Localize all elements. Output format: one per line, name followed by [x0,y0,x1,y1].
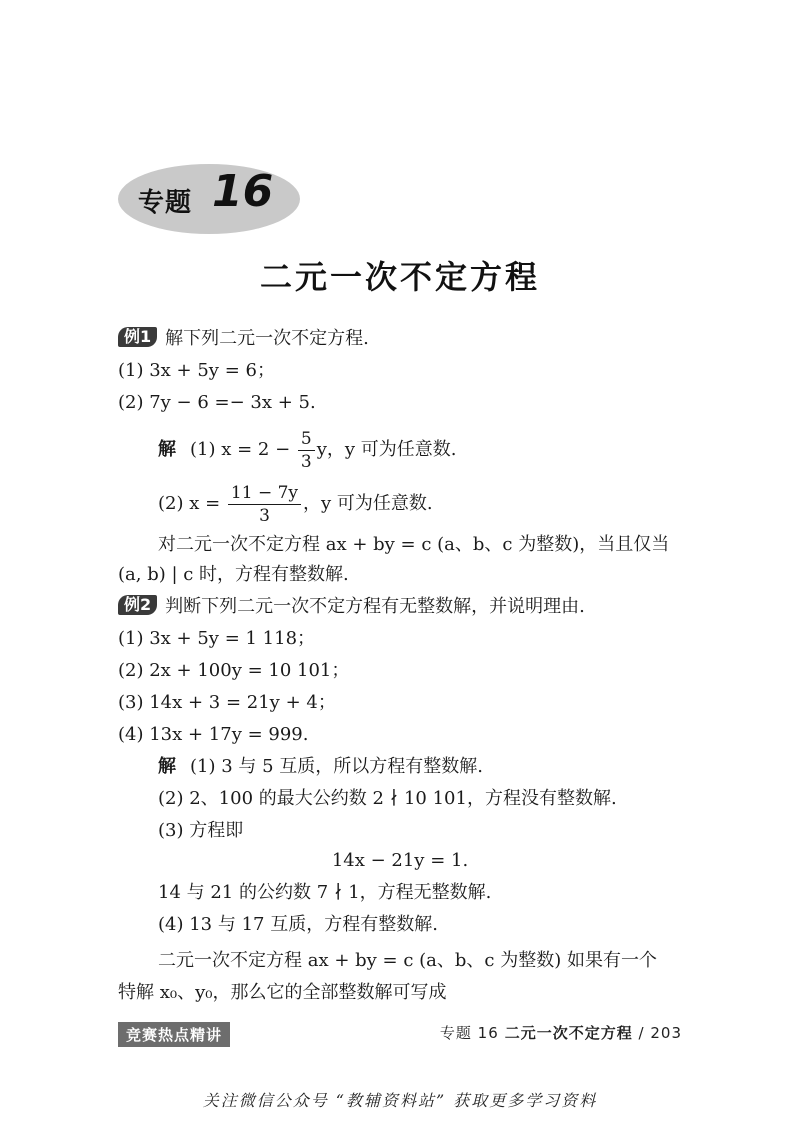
sol1-numerator: 5 [298,428,315,451]
solution-label-2: 解 [158,756,176,777]
sol2-numerator: 11 − 7y [228,482,301,505]
example1-item-1: (1) 3x + 5y = 6； [118,360,275,381]
example1-solution-1 [158,426,457,474]
footer-running-head [440,1022,682,1043]
statement2-line1: 二元一次不定方程 ax + by = c (a、b、c 为整数) 如果有一个 [158,950,657,971]
topic-number: 16 [212,166,274,217]
example2-solution-3-cont: 14 与 21 的公约数 7 ∤ 1，方程无整数解. [158,882,492,903]
example2-heading [118,594,585,620]
example2-solution-3-equation: 14x − 21y = 1. [331,850,469,871]
example1-solution-2 [158,480,433,528]
sol1-prefix: (1) x = 2 − [190,439,291,460]
sol1-suffix: y，y 可为任意数. [316,439,457,460]
footer-topic: 专题 16 [439,1024,499,1042]
example2-prompt: 判断下列二元一次不定方程有无整数解，并说明理由. [165,596,585,617]
example2-solution-1 [158,754,483,780]
page-number: / 203 [638,1024,682,1042]
sol2-suffix: ，y 可为任意数. [303,493,433,514]
example2-sol1: (1) 3 与 5 互质，所以方程有整数解. [190,756,484,777]
example1-heading [118,326,369,352]
example2-solution-2: (2) 2、100 的最大公约数 2 ∤ 10 101，方程没有整数解. [158,788,617,809]
example2-item-4: (4) 13x + 17y = 999. [118,724,309,745]
statement1-line2: (a, b) | c 时，方程有整数解. [118,564,349,585]
solution-label: 解 [158,439,176,460]
example2-item-2: (2) 2x + 100y = 10 101； [118,660,350,681]
example2-solution-4: (4) 13 与 17 互质，方程有整数解. [158,914,438,935]
example1-prompt: 解下列二元一次不定方程. [165,328,369,349]
statement1-line1: 对二元一次不定方程 ax + by = c (a、b、c 为整数)，当且仅当 [158,534,670,555]
sol1-denominator: 3 [300,451,312,472]
sol1-fraction [298,428,315,473]
example1-tag: 例1 [118,327,157,347]
example2-item-1: (1) 3x + 5y = 1 118； [118,628,316,649]
example1-item-2: (2) 7y − 6 =− 3x + 5. [118,392,316,413]
statement2-line2: 特解 x₀、y₀，那么它的全部整数解可写成 [118,982,447,1003]
example2-tag: 例2 [118,595,157,615]
sol2-prefix: (2) x = [158,493,221,514]
topic-word: 专题 [138,188,193,218]
page-title: 二元一次不定方程 [259,258,540,296]
sol2-fraction [228,482,301,527]
sol2-denominator: 3 [259,505,270,526]
bottom-note: 关注微信公众号 “教辅资料站” 获取更多学习资料 [202,1091,598,1110]
example2-solution-3: (3) 方程即 [158,820,244,841]
footer-title: 二元一次不定方程 [504,1024,633,1042]
footer-series-label: 竞赛热点精讲 [118,1022,230,1047]
example2-item-3: (3) 14x + 3 = 21y + 4； [118,692,336,713]
